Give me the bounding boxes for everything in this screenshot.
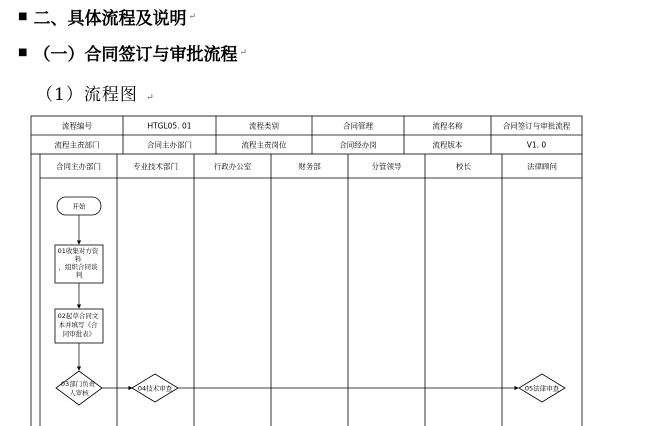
step-01-line-2: 料	[74, 255, 82, 263]
lane-labels	[56, 161, 557, 171]
section-title: 二、具体流程及说明	[33, 9, 187, 29]
step-02-line-2: 本并填写《合	[58, 321, 98, 329]
paragraph-mark: ↵	[239, 47, 247, 58]
step-02-node	[55, 309, 103, 343]
table-cell: 流程版本	[432, 140, 463, 150]
lane-header: 合同主办部门	[56, 162, 101, 171]
step-05-decision	[519, 374, 565, 402]
paragraph-mark: ↵	[188, 11, 196, 22]
step-05-label: 05法律审查	[524, 384, 560, 393]
swimlane-grid	[31, 154, 582, 426]
start-node	[57, 197, 101, 215]
paragraph-mark: ↵	[146, 93, 155, 103]
table-cell: 流程主责部门	[54, 140, 100, 150]
table-cell: 合同签订与审批流程	[502, 121, 571, 131]
lane-header: 行政办公室	[213, 162, 252, 171]
start-label: 开始	[72, 202, 86, 211]
lane-header: 校长	[456, 162, 471, 171]
table-cell: 合同经办岗	[339, 140, 377, 150]
step-01-line-3: ，组织合同谈	[58, 263, 98, 271]
bullet-icon: ■	[18, 47, 28, 58]
table-cell: 合同主办部门	[147, 140, 192, 150]
step-04-label: 04技术审查	[137, 384, 173, 393]
step-01-line-4: 判	[75, 271, 83, 279]
bullet-icon: ■	[18, 11, 28, 22]
step-02-label	[58, 311, 101, 338]
table-cell: 流程编号	[62, 121, 92, 131]
step-02-line-3: 同审批表》	[62, 330, 96, 338]
step-02-line-1: 02起草合同文	[57, 312, 99, 320]
step-03-line-2: 人审核	[69, 389, 89, 397]
header-table	[31, 116, 582, 154]
step-03-decision	[56, 371, 102, 405]
table-cell: 流程类别	[249, 121, 279, 131]
step-01-node	[55, 245, 103, 283]
step-03-line-1: 03部门负责	[60, 380, 96, 388]
lane-header: 专业技术部门	[133, 162, 178, 171]
table-cell: 合同管理	[343, 121, 373, 131]
subsection-title: （一）合同签订与审批流程	[33, 45, 238, 65]
step-01-line-1: 01收集对方资	[57, 247, 99, 255]
table-cell: 流程名称	[432, 121, 463, 131]
table-cell: V1. 0	[526, 140, 547, 150]
lane-header: 财务部	[298, 162, 321, 171]
table-cell: HTGL05. 01	[147, 121, 192, 131]
figure-title: （1）流程图	[36, 85, 138, 105]
step-04-decision	[132, 374, 178, 402]
lane-header: 分管领导	[371, 162, 402, 171]
lane-header: 法律顾问	[527, 162, 557, 171]
table-cell: 流程主责岗位	[241, 140, 287, 150]
